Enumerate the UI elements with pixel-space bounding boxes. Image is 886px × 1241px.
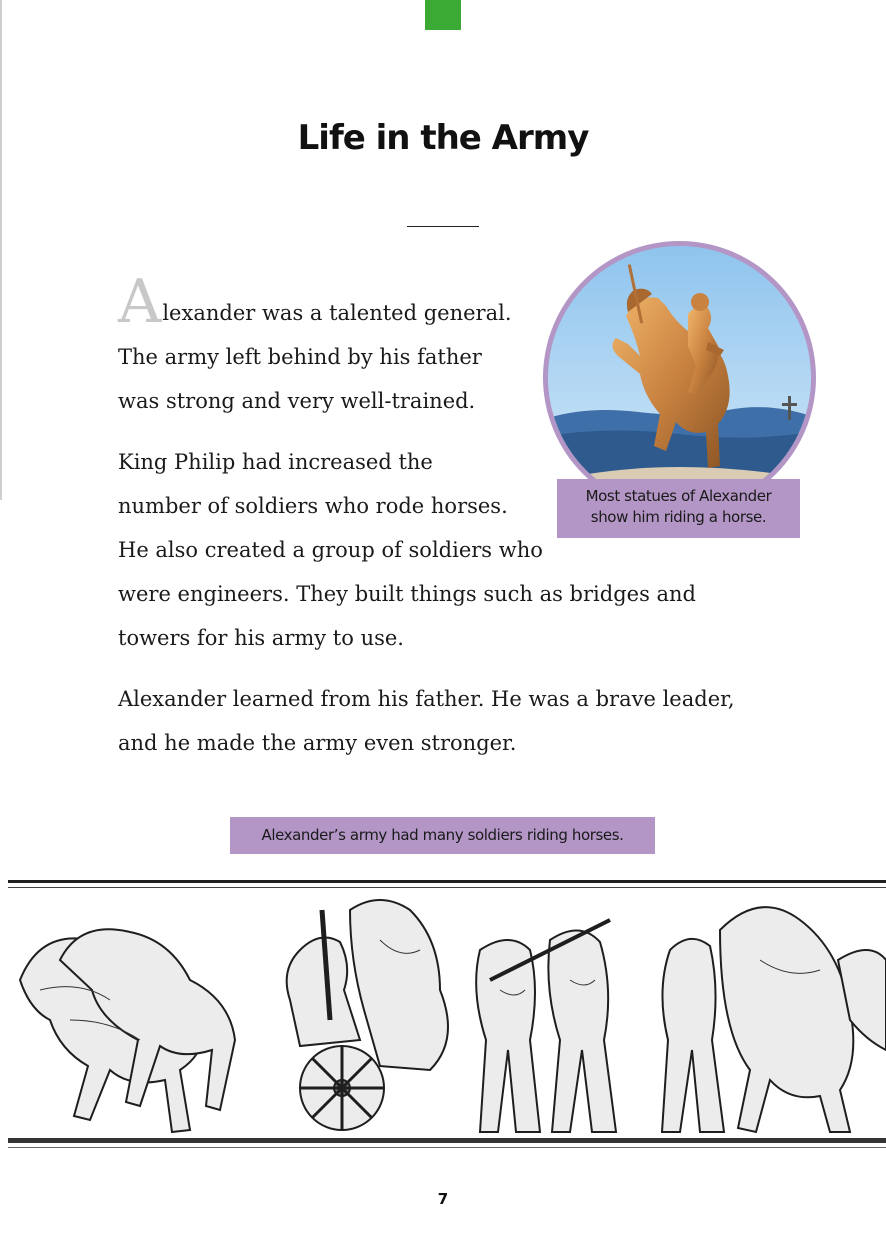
caption-line: Most statues of Alexander: [585, 487, 772, 505]
text-line: number of soldiers who rode horses.: [118, 494, 508, 518]
text-line: Alexander learned from his father. He was a brave leader,: [118, 687, 735, 711]
text-line: were engineers. They built things such as bridges and: [118, 582, 697, 606]
paragraph-3: [118, 677, 758, 765]
text-line: King Philip had increased the: [118, 450, 433, 474]
text-run: lexander was a talented general.: [162, 301, 512, 325]
statue-caption: [557, 479, 800, 538]
page-edge-rule: [0, 0, 2, 500]
frieze-illustration: [0, 870, 886, 1160]
drop-cap: A: [118, 267, 162, 337]
text-line: and he made the army even stronger.: [118, 731, 517, 755]
section-tab: [425, 0, 461, 30]
title-underline: [407, 226, 479, 227]
frieze-caption: Alexander’s army had many soldiers riding horses.: [230, 817, 655, 854]
page-title: Life in the Army: [297, 118, 589, 158]
statue-illustration: [548, 246, 811, 509]
statue-photo-frame: [543, 241, 816, 514]
caption-line: show him riding a horse.: [590, 508, 767, 526]
text-line: He also created a group of soldiers who: [118, 538, 543, 562]
page-number: 7: [437, 1190, 449, 1208]
text-line: was strong and very well-trained.: [118, 389, 476, 413]
text-line: The army left behind by his father: [118, 345, 482, 369]
statue-photo: [548, 246, 811, 509]
text-line: towers for his army to use.: [118, 626, 404, 650]
frieze-engraving: [0, 870, 886, 1160]
